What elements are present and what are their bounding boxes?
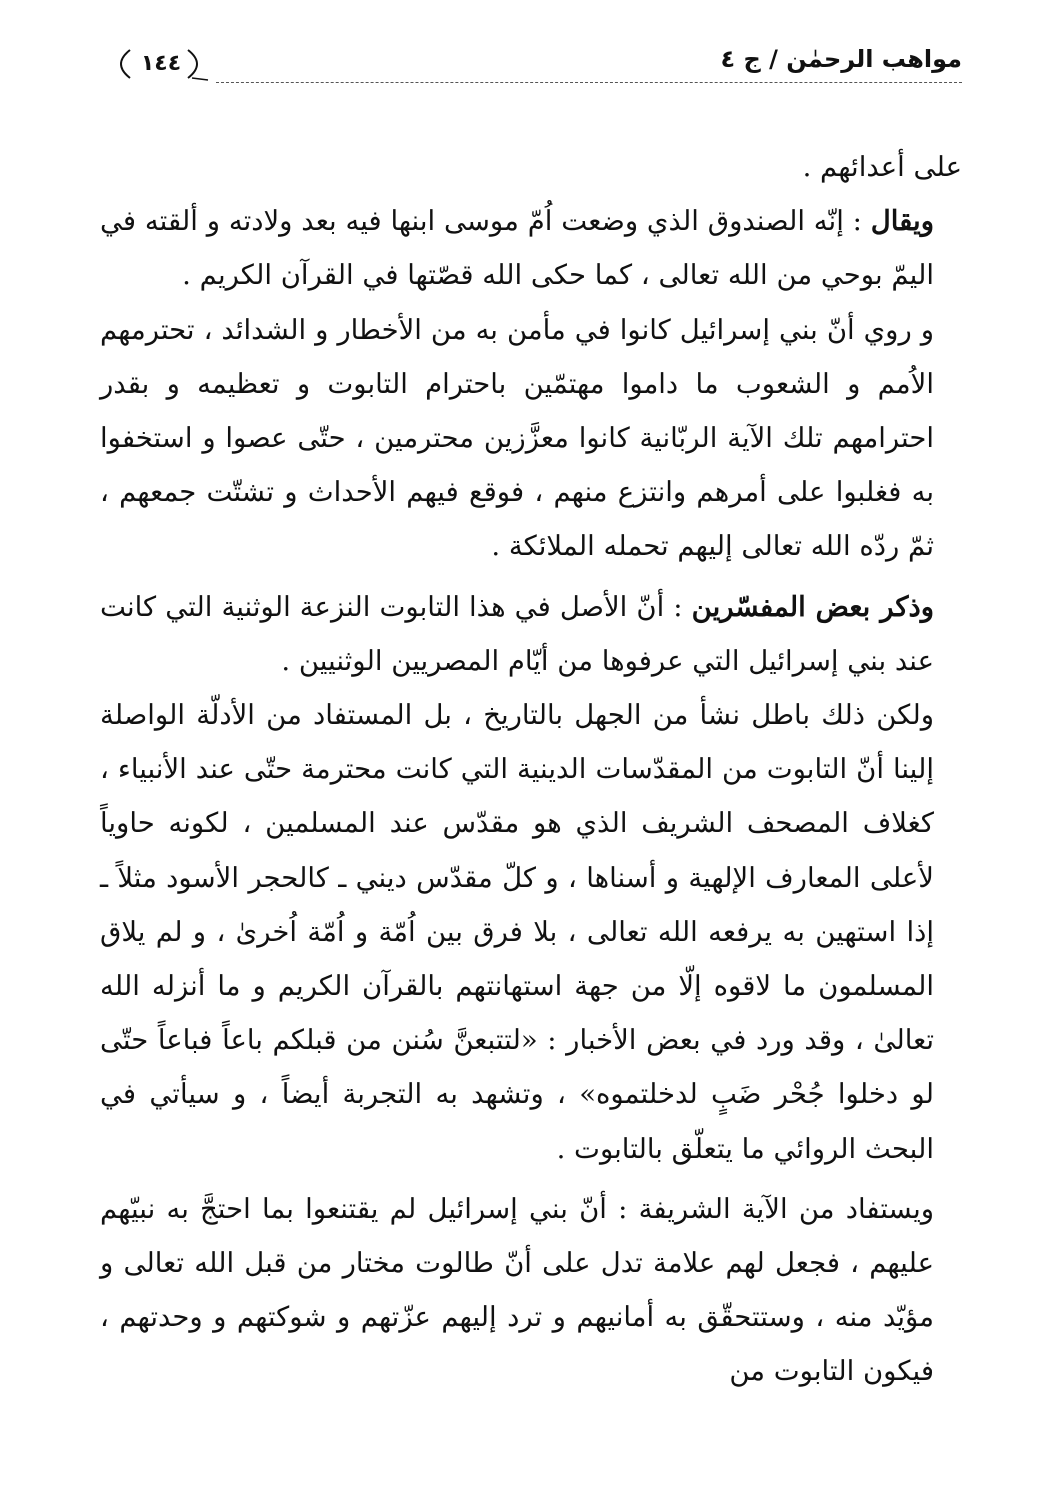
paragraph-4-text: : أنّ الأصل في هذا التابوت النزعة الوثنية التي كانت عند بني إسرائيل التي عرفوها من أيّام المصريين الوثنيين . — [100, 590, 934, 677]
paragraph-1 — [100, 140, 962, 194]
book-title: مواهب الرحمٰن / ج ٤ — [720, 45, 962, 73]
page-number: ١٤٤ — [140, 51, 182, 76]
paragraph-3 — [100, 303, 962, 574]
paragraph-3-text: و روي أنّ بني إسرائيل كانوا في مأمن به من الأخطار و الشدائد ، تحترمهم الاُمم و الشعوب ما داموا مهتمّين باحترام التابوت و تعظيمه و بقدر احترامهم تلك الآية الربّانية كانوا معزَّزين محترمين ، حتّى عصوا و استخفوا به فغلبوا على أمرهم وانتزع منهم ، فوقع فيهم الأحداث و تشتّت جمعهم ، ثمّ ردّه الله تعالى إليهم تحمله الملائكة . — [100, 313, 934, 563]
page-number-ornament — [100, 44, 210, 84]
paragraph-5-text: ولكن ذلك باطل نشأ من الجهل بالتاريخ ، بل المستفاد من الأدلّة الواصلة إلينا أنّ التابوت من المقدّسات الدينية التي كانت محترمة حتّى عند الأنبياء ، كغلاف المصحف الشريف الذي هو مقدّس عند المسلمين ، لكونه حاوياً لأعلى المعارف الإلهية و أسناها ، و كلّ مقدّس ديني ـ كالحجر الأسود مثلاً ـ إذا استهين به يرفعه الله تعالى ، بلا فرق بين اُمّة و اُمّة اُخرىٰ ، و لم يلاق المسلمون ما لاقوه إلّا من جهة استهانتهم بالقرآن الكريم و ما أنزله الله تعالىٰ ، وقد ورد في بعض الأخبار : «لتتبعنَّ سُنن من قبلكم باعاً فباعاً حتّى لو دخلوا جُحْر ضَبٍ لدخلتموه» ، وتشهد به التجربة أيضاً ، و سيأتي في البحث الروائي ما يتعلّق بالتابوت . — [100, 699, 934, 1165]
paragraph-4 — [100, 580, 962, 688]
paragraph-1-text: على أعدائهم . — [802, 151, 962, 183]
paragraph-2-lead: ويقال — [870, 205, 934, 238]
running-header — [100, 42, 962, 88]
paragraph-6-text: ويستفاد من الآية الشريفة : أنّ بني إسرائيل لم يقتنعوا بما احتجَّ به نبيّهم عليهم ، فجعل لهم علامة تدل على أنّ طالوت مختار من قبل الله تعالى و مؤيّد منه ، وستتحقّق به أمانيهم و ترد إليهم عزّتهم و شوكتهم و وحدتهم ، فيكون التابوت من — [100, 1192, 934, 1388]
paragraph-4-lead: وذكر بعض المفسّرين — [691, 590, 934, 623]
paragraph-5 — [100, 688, 962, 1176]
paragraph-2-text: : إنّه الصندوق الذي وضعت اُمّ موسى ابنها فيه بعد ولادته و ألقته في اليمّ بوحي من الله تعالى ، كما حكى الله قصّتها في القرآن الكريم . — [100, 205, 934, 292]
header-rule — [216, 82, 962, 83]
paragraph-6 — [100, 1182, 962, 1399]
paragraph-2 — [100, 194, 962, 302]
body-text — [100, 140, 962, 1399]
